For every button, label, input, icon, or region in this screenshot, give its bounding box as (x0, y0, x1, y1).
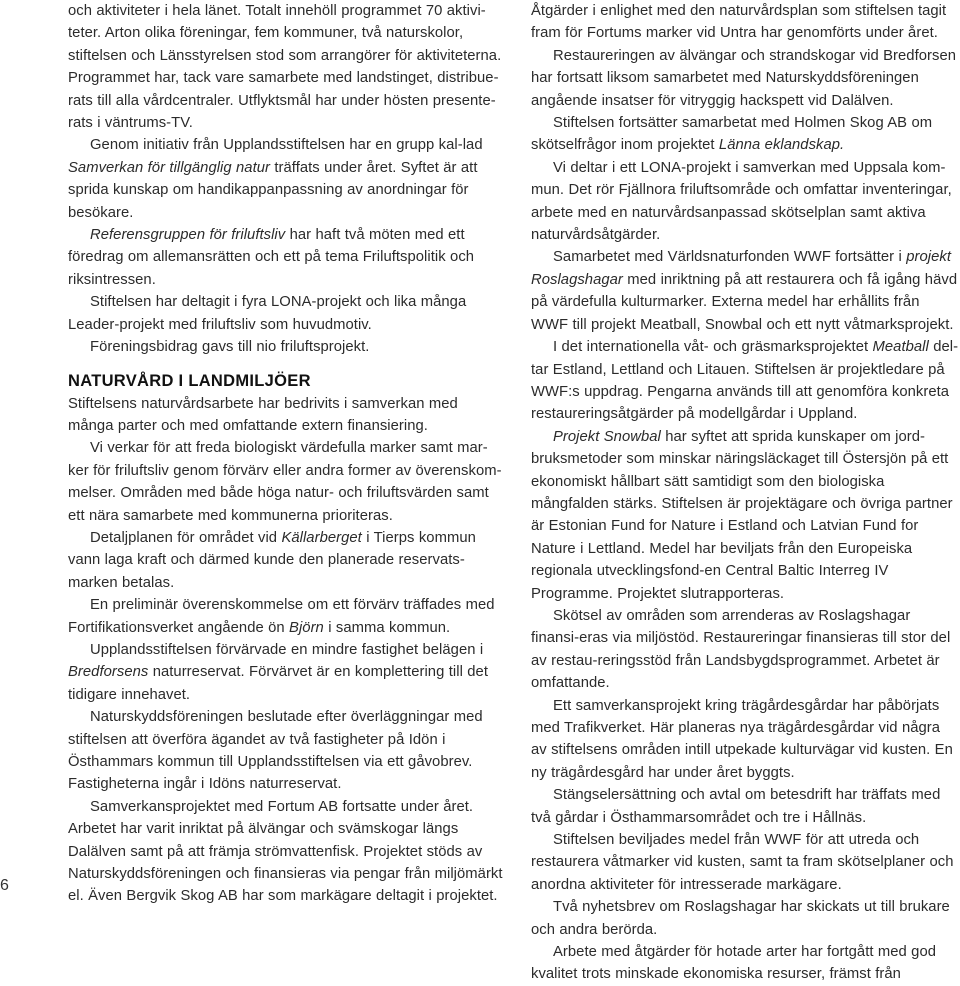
text-run: Stiftelsens naturvårdsarbete har bedrivits i samverkan med många parter och med omfattande extern finansiering. (68, 395, 458, 434)
text-run: Samverkansprojektet med Fortum AB fortsatte under året. Arbetet har varit inriktat på älvängar och svämskogar längs Dalälven samt på att främja strömvattenfisk. Projektet stöds av Naturskyddsföreningen och finansieras via pengar från miljömärkt el. Även Bergvik Skog AB har som markägare deltagit i projektet. (68, 798, 503, 905)
text-run: i samma kommun. (323, 619, 451, 636)
text-run: Skötsel av områden som arrenderas av Roslagshagar finansi-eras via miljöstöd. Restaureringar finansieras till stor del av restau-reringsstöd från Landsbygdsprogrammet. Arbetet är omfattande. (531, 607, 951, 692)
text-run: och aktiviteter i hela länet. Totalt innehöll programmet 70 aktivi-teter. Arton olika föreningar, fem kommuner, två naturskolor, stiftelsen och Länsstyrelsen stod som arrangörer för aktiviteterna. Programmet har, tack vare samarbete med landstinget, distribue-rats till alla vårdcentraler. Utflyktsmål har under hösten presente-rats i väntrums-TV. (68, 3, 502, 132)
paragraph (531, 45, 959, 112)
paragraph (68, 134, 504, 224)
italic-text: Meatball (872, 339, 929, 356)
text-run: Detaljplanen för området vid (90, 529, 282, 546)
paragraph (531, 941, 959, 986)
italic-text: Länna eklandskap. (718, 137, 845, 154)
paragraph (531, 829, 959, 896)
text-run: träffats under året. Syftet är att sprida kunskap om handikappanpassning av anordningar för besökare. (68, 159, 478, 221)
paragraph (531, 426, 959, 605)
text-run: Restaureringen av älvängar och strandskogar vid Bredforsen har fortsatt liksom samarbetet med Naturskyddsföreningen angående insatser för vitryggig hackspett vid Dalälven. (531, 47, 957, 109)
paragraph (531, 695, 959, 785)
paragraph (531, 0, 959, 45)
paragraph (531, 784, 959, 829)
text-run: Stiftelsen beviljades medel från WWF för att utreda och restaurera våtmarker vid kusten, samt ta fram skötselplaner och anordna aktiviteter för intresserade markägare. (531, 832, 954, 893)
paragraph (68, 527, 504, 594)
paragraph (68, 594, 504, 639)
text-run: har syftet att sprida kunskaper om jord-bruksmetoder som minskar näringsläckaget till Östersjön på ett ekonomiskt hållbart sätt samtidigt som den biologiska mångfalden stärks. Stiftelsen är projektägare och övriga partner är Estonian Fund for Nature i Estland och Latvian Fund for Nature i Lettland. Medel har beviljats från den Europeiska regionala utvecklingsfond-en Central Baltic Interreg IV Programme. Projektet slutrapporteras. (531, 428, 953, 602)
section-heading: NATURVÅRD I LANDMILJÖER (68, 371, 311, 390)
text-run: Naturskyddsföreningen beslutade efter överläggningar med stiftelsen att överföra ägandet av två fastigheter på Idön i Östhammars kommun till Upplandsstiftelsen via ett gåvobrev. Fastigheterna ingår i Idöns naturreservat. (68, 709, 483, 793)
italic-text: Källarberget (281, 529, 362, 546)
text-run: har haft två möten med ett föredrag om allemansrätten och ett på tema Friluftspolitik och riksintressen. (68, 227, 475, 288)
text-run: Två nyhetsbrev om Roslagshagar har skickats ut till brukare och andra berörda. (531, 899, 950, 938)
text-run: Stiftelsen fortsätter samarbetat med Holmen Skog AB om skötselfrågor inom projektet (531, 115, 933, 154)
text-run: Genom initiativ från Upplandsstiftelsen har en grupp kal-lad (90, 137, 483, 154)
paragraph (531, 336, 959, 426)
text-run: med inriktning på att restaurera och få igång hävd på värdefulla kulturmarker. Externa medel har erhållits från WWF till projekt Meatball, Snowbal och ett nytt våtmarksprojekt. (531, 271, 958, 333)
text-run: Åtgärder i enlighet med den naturvårdsplan som stiftelsen tagit fram för Fortums marker vid Untra har genomförts under året. (531, 3, 947, 42)
paragraph (68, 224, 504, 291)
italic-text: Björn (289, 619, 324, 636)
text-run: I det internationella våt- och gräsmarksprojektet (553, 339, 873, 356)
paragraph (68, 0, 504, 134)
text-run: del-tar Estland, Lettland och Litauen. Stiftelsen är projektledare på WWF:s uppdrag. Pengarna används till att genomföra konkreta restaureringsåtgärder på modellgårdar i Uppland. (531, 339, 959, 423)
text-run: Stängselersättning och avtal om betesdrift har träffats med två gårdar i Östhammarsområdet och tre i Hållnäs. (531, 787, 941, 826)
paragraph (68, 336, 504, 358)
paragraph (68, 393, 504, 438)
paragraph (68, 639, 504, 706)
paragraph (531, 896, 959, 941)
paragraph (531, 112, 959, 157)
paragraph (68, 291, 504, 336)
text-run: Ett samverkansprojekt kring trägårdesgårdar har påbörjats med Trafikverket. Här planeras nya trägårdesgårdar vid några av stiftelsens områden intill utpekade kulturvägar vid kusten. En ny trägårdesgård har under året byggts. (531, 697, 953, 781)
text-run: Upplandsstiftelsen förvärvade en mindre fastighet belägen i (90, 641, 484, 658)
paragraph (531, 157, 959, 247)
italic-text: Bredforsens (68, 664, 149, 681)
text-run: naturreservat. Förvärvet är en komplettering till det tidigare innehavet. (68, 664, 488, 703)
right-column (531, 0, 959, 986)
paragraph (68, 796, 504, 908)
italic-text: Projekt Snowbal (553, 428, 661, 445)
left-column (68, 0, 504, 908)
italic-text: Referensgruppen för friluftsliv (90, 227, 286, 244)
paragraph (68, 706, 504, 796)
text-run: Vi verkar för att freda biologiskt värdefulla marker samt mar-ker för friluftsliv genom förvärv eller andra former av överenskom-melser. Områden med både höga natur- och friluftsvärden samt ett nära samarbete med kommunerna prioriteras. (68, 440, 502, 524)
text-run: Arbete med åtgärder för hotade arter har fortgått med god kvalitet trots minskade ekonomiska resurser, främst från (531, 944, 937, 983)
text-run: En preliminär överenskommelse om ett förvärv träffades med Fortifikationsverket angående ön (68, 597, 495, 636)
paragraph (531, 605, 959, 695)
text-run: i Tierps kommun vann laga kraft och därmed kunde den planerade reservats-marken betalas. (68, 529, 476, 591)
paragraph (531, 246, 959, 336)
page-number: 6 (0, 877, 9, 894)
text-run: Stiftelsen har deltagit i fyra LONA-projekt och lika många Leader-projekt med friluftsliv som huvudmotiv. (68, 294, 467, 333)
paragraph (68, 437, 504, 527)
text-run: Vi deltar i ett LONA-projekt i samverkan med Uppsala kom-mun. Det rör Fjällnora friluftsområde och omfattar inventeringar, arbete med en naturvårdsanpassad skötselplan samt aktiva naturvårdsåtgärder. (531, 159, 952, 244)
italic-text: projekt Roslagshagar (531, 249, 951, 288)
text-run: Samarbetet med Världsnaturfonden WWF fortsätter i (553, 249, 907, 266)
text-run: Föreningsbidrag gavs till nio friluftsprojekt. (90, 339, 370, 356)
italic-text: Samverkan för tillgänglig natur (68, 159, 271, 176)
